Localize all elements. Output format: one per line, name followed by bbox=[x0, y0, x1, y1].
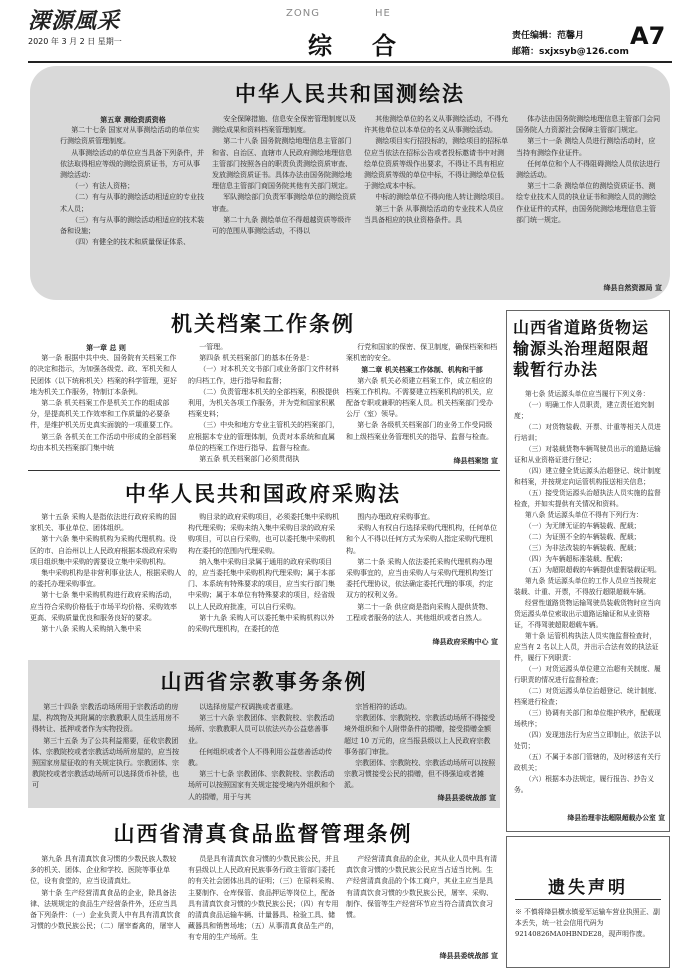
paragraph: （一）有法人资格； bbox=[71, 182, 135, 191]
paragraph: 围内办理政府采购事宜。 bbox=[357, 513, 435, 521]
lost-notice-body: ※ 不慎将绛县横水镇爱军运输车营业执照正、副本丢失，统一社会信用代码为 92140826MA0HBNDE28，现声明作废。 bbox=[515, 908, 660, 938]
paragraph: （三）对装载货物车辆驾驶员出示的道路运输证和从业资格证进行登记； bbox=[514, 445, 661, 464]
paragraph: 第二十九条 测绘单位不得超越资质等级许可的范围从事测绘活动，不得以 bbox=[212, 215, 352, 236]
archives-regulation-title: 机关档案工作条例 bbox=[171, 311, 355, 336]
paragraph: 第十六条 集中采购机构为采购代理机构。设区的市、自治州以上人民政府根据本级政府采购项目组织集中采购的需要设立集中采购机构。 bbox=[30, 535, 177, 566]
paragraph: 采购人有权自行选择采购代理机构，任何单位和个人不得以任何方式为采购人指定采购代理机构。 bbox=[346, 524, 498, 555]
procurement-col-2 bbox=[188, 512, 340, 656]
paragraph: 中标的测绘单位不得向他人转让测绘项目。 bbox=[375, 193, 509, 202]
paragraph: （一）明确工作人员职责，建立责任追究制度； bbox=[514, 401, 655, 420]
paragraph: 第一章 总 则 bbox=[86, 343, 126, 352]
archives-col-1 bbox=[30, 342, 182, 466]
road-freight-signature: 绛县治理非法超限超载办公室 宣 bbox=[567, 814, 665, 822]
halal-signature: 绛县县委统战部 宣 bbox=[439, 951, 498, 960]
lost-notice-box bbox=[506, 836, 670, 968]
paragraph: 以选择房屋产权调换或者重建。 bbox=[199, 703, 298, 711]
halal-food-title: 山西省清真食品监督管理条例 bbox=[113, 821, 413, 846]
religious-col-1 bbox=[32, 702, 182, 802]
paragraph: （三）中央和地方专业主管机关的档案部门，应根据本专业的管理体制，负责对本系统和直属单位的档案工作进行指导、监督与检查。 bbox=[188, 421, 340, 452]
paragraph: （二）对货物装载、开票、计重等相关人员进行培训； bbox=[514, 423, 661, 442]
paragraph: 第三十五条 为了公共利益需要，征收宗教团体、宗教院校或者宗教活动场所房屋的，应当按照国家房屋征收的有关规定执行。宗教团体、宗教院校或者宗教活动场所可以选择货币补偿，也可 bbox=[32, 736, 179, 790]
paragraph: 一管理。 bbox=[199, 343, 228, 351]
paragraph: 第三十六条 宗教团体、宗教院校、宗教活动场所、宗教教职人员可以依法兴办公益慈善事业。 bbox=[188, 714, 335, 745]
procurement-law-title: 中华人民共和国政府采购法 bbox=[125, 481, 401, 506]
paragraph: 第五章 测绘资质资格 bbox=[100, 115, 166, 124]
editor-email: 邮箱：sxjxsyb@126.com bbox=[512, 47, 629, 57]
paragraph: 其他测绘单位的名义从事测绘活动，不得允许其他单位以本单位的名义从事测绘活动。 bbox=[364, 115, 509, 135]
surveying-law-col-1 bbox=[60, 114, 206, 294]
paragraph: 第二十一条 供应商是指向采购人提供货物、工程或者服务的法人、其他组织或者自然人。 bbox=[346, 602, 493, 622]
paragraph: （四）为车辆超标准装载、配载； bbox=[524, 555, 627, 563]
paragraph: 购目录的政府采购项目，必须委托集中采购机构代理采购；采购未纳入集中采购目录的政府采购项目，可以自行采购，也可以委托集中采购机构在委托的范围内代理采购。 bbox=[188, 513, 340, 555]
paragraph: 第三十七条 宗教团体、宗教院校、宗教活动场所可以按照国家有关规定接受境内外组织和个人的捐赠，用于与其 bbox=[188, 770, 335, 801]
paragraph: 第二十八条 国务院测绘地理信息主管部门和省、自治区、直辖市人民政府测绘地理信息主管部门按照各自的职责负责测绘资质审查、发放测绘资质证书。具体办法由国务院测绘地理信息主管部门商国务院其他有关部门规定。 bbox=[212, 137, 352, 191]
paragraph: 第十八条 采购人采购纳入集中采 bbox=[41, 625, 142, 634]
procurement-signature: 绛县政府采购中心 宣 bbox=[432, 637, 498, 646]
paragraph: 第六条 机关必须建立档案工作，成立相应的档案工作机构。不需要建立档案机构的机关，应配备专职或兼职的档案人员。机关档案部门受办公厅（室）领导。 bbox=[346, 376, 493, 419]
paragraph: （四）有健全的技术和质量保证体系、 bbox=[71, 238, 191, 247]
religious-signature: 绛县县委统战部 宣 bbox=[437, 793, 496, 802]
page-number: A7 bbox=[630, 22, 666, 50]
road-freight-sidebar bbox=[506, 310, 670, 832]
paragraph: 行党和国家的保密、保卫制度，确保档案和档案机密的安全。 bbox=[346, 343, 498, 363]
surveying-law-title: 中华人民共和国测绘法 bbox=[235, 81, 465, 106]
paragraph: 第十九条 采购人可以委托集中采购机构以外的采购代理机构，在委托的范 bbox=[188, 613, 335, 634]
paragraph: （三）协调有关部门和单位维护秩序，配载现场秩序； bbox=[514, 709, 661, 728]
paragraph: （三）有与从事的测绘活动相适应的技术装备和设施； bbox=[60, 215, 205, 236]
paragraph: 安全保障措施、信息安全保密管理制度以及测绘成果和资料档案管理制度。 bbox=[212, 115, 357, 135]
paragraph: （五）为超限超载的车辆提供虚假装载证明。 bbox=[524, 566, 661, 574]
paragraph: 第二十条 采购人依法委托采购代理机构办理采购事宜的，应当由采购人与采购代理机构签订委托代理协议，依法确定委托代理的事项，约定双方的权利义务。 bbox=[346, 557, 493, 600]
paragraph: （二）为证照不全的车辆装载、配载； bbox=[524, 533, 641, 541]
paragraph: 任何组织或者个人不得利用公益慈善活动传教。 bbox=[188, 747, 333, 768]
halal-col-1 bbox=[30, 854, 182, 970]
surveying-law-col-3 bbox=[364, 114, 510, 294]
paragraph: （二）负责管理本机关的全部档案，积极提供利用，为机关各项工作服务，并为党和国家积累档案史料； bbox=[188, 387, 340, 419]
archives-col-2 bbox=[188, 342, 340, 466]
paragraph: 第二章 机关档案工作体制、机构和干部 bbox=[361, 365, 483, 375]
paragraph: 第八条 货运源头单位不得有下列行为： bbox=[524, 511, 643, 519]
paragraph: （五）接受货运源头治超执法人员实施的监督检查，并如实提供有关情况和资料。 bbox=[514, 489, 661, 508]
procurement-col-1 bbox=[30, 512, 182, 656]
archives-divider bbox=[28, 470, 500, 471]
section-char-2: 合 bbox=[372, 31, 396, 60]
paragraph: 第三十四条 宗教活动场所用于宗教活动的房屋、构筑物及其附属的宗教教职人员生活用房不得转让、抵押或者作为实物投资。 bbox=[32, 703, 179, 734]
paragraph: （三）为非法改装的车辆装载、配载； bbox=[524, 544, 641, 552]
paragraph: 第二十七条 国家对从事测绘活动的单位实行测绘资质管理制度。 bbox=[60, 126, 200, 146]
paragraph: （二）有与从事的测绘活动相适应的专业技术人员； bbox=[60, 193, 205, 213]
religious-affairs-title: 山西省宗教事务条例 bbox=[160, 669, 368, 694]
surveying-law-signature: 绛县自然资源局 宣 bbox=[603, 283, 662, 292]
paragraph: （一）对货运源头单位建立治超有关制度、履行职责的情况进行监督检查； bbox=[514, 665, 661, 684]
masthead-rule bbox=[28, 61, 672, 63]
paragraph: 第五条 机关档案部门必须贯彻执 bbox=[199, 455, 300, 464]
editor-name: 责任编辑：范馨月 bbox=[512, 31, 585, 41]
procurement-col-3 bbox=[346, 512, 498, 634]
paragraph: 第三十条 从事测绘活动的专业技术人员应当具备相应的执业资格条件。具 bbox=[364, 204, 504, 224]
paragraph: 第三十一条 测绘人员进行测绘活动时，应当持有测绘作业证件。 bbox=[516, 137, 656, 157]
paragraph: 第四条 机关档案部门的基本任务是： bbox=[199, 354, 314, 363]
paragraph: 第十条 生产经营清真食品的企业，除具备法律、法规规定的食品生产经营条件外，还应当具备下列条件：（一）企业负责人中有具有清真饮食习惯的少数民族公民；（二）屠宰畜禽的，屠宰人 bbox=[30, 888, 181, 931]
paragraph: （四）发现违法行为应当立即制止，依法予以处罚； bbox=[514, 731, 661, 750]
religious-affairs-panel bbox=[28, 660, 500, 808]
paragraph: 第七条 各级机关档案部门的业务工作受同级和上级档案业务管理机关的指导、监督与检查。 bbox=[346, 421, 493, 441]
halal-col-2 bbox=[188, 854, 340, 970]
paragraph: 集中采购机构是非营利事业法人，根据采购人的委托办理采购事宜。 bbox=[30, 569, 182, 589]
archives-signature: 绛县档案馆 宣 bbox=[453, 456, 498, 465]
he-pinyin: HE bbox=[375, 8, 391, 19]
road-freight-body bbox=[514, 389, 662, 799]
religious-col-2 bbox=[188, 702, 338, 802]
paragraph: 第十七条 集中采购机构进行政府采购活动，应当符合采购价格低于市场平均价格、采购效率更高、采购质量优良和服务良好的要求。 bbox=[30, 591, 177, 622]
paragraph: 宗教团体、宗教院校、宗教活动场所可以按照宗教习惯接受公民的捐赠，但不得强迫或者摊派。 bbox=[344, 759, 496, 790]
paragraph: 纳入集中采购目录属于通用的政府采购项目的，应当委托集中采购机构代理采购；属于本部门、本系统有特殊要求的项目，应当实行部门集中采购；属于本单位有特殊要求的项目，经省级以上人民政府批准，可以自行采购。 bbox=[188, 557, 335, 611]
paragraph: 第三十二条 测绘单位的测绘资质证书、测绘专业技术人员的执业证书和测绘人员的测绘作业证件的式样，由国务院测绘地理信息主管部门统一规定。 bbox=[516, 182, 656, 224]
paragraph: （一）为无牌无证的车辆装载、配载； bbox=[524, 522, 641, 530]
paragraph: 第九条 具有清真饮食习惯的少数民族人数较多的机关、团体、企业和学校、医院等事业单位，设有食堂的，应当设清真灶。 bbox=[30, 855, 177, 886]
paragraph: 第二条 机关档案工作是机关工作的组成部分，是提高机关工作效率和工作质量的必要条件，是维护机关历史真实面貌的一项重要工作。 bbox=[30, 399, 177, 430]
paragraph: 从事测绘活动的单位应当具备下列条件，并依法取得相应等级的测绘资质证书，方可从事测绘活动： bbox=[60, 148, 205, 180]
surveying-law-col-4 bbox=[516, 114, 662, 280]
halal-col-3 bbox=[346, 854, 498, 946]
paragraph: 任何单位和个人不得阻碍测绘人员依法进行测绘活动。 bbox=[516, 159, 661, 180]
paragraph: 第一条 根据中共中央、国务院有关档案工作的决定和指示，为加强各级党、政、军机关和人民团体（以下统称机关）档案的科学管理，更好地为机关工作服务，特制订本条例。 bbox=[30, 354, 177, 396]
paragraph: 宗旨相符的活动。 bbox=[355, 703, 412, 711]
paragraph: 第九条 货运源头单位的工作人员应当按规定装载、计重、开票，不得放行超限超载车辆。 bbox=[514, 577, 657, 596]
paragraph: 产经营清真食品的企业，其从业人员中具有清真饮食习惯的少数民族公民应当占适当比例。生产经营清真食品的个体工商户，其业主应当是具有清真饮食习惯的少数民族公民，屠宰、采购、制作、保管等生产经营环节应当符合清真饮食习惯。 bbox=[346, 855, 498, 920]
paragraph: （一）对本机关文书部门或业务部门文件材料的归档工作，进行指导和监督； bbox=[188, 365, 340, 385]
paragraph: 体办法由国务院测绘地理信息主管部门会同国务院人力资源社会保障主管部门规定。 bbox=[516, 115, 661, 135]
paragraph: 第十五条 采购人是指依法进行政府采购的国家机关、事业单位、团体组织。 bbox=[30, 513, 177, 533]
surveying-law-col-2 bbox=[212, 114, 358, 294]
paragraph: 宗教团体、宗教院校、宗教活动场所不得接受境外组织和个人附带条件的捐赠，接受捐赠金额超过 10 万元的，应当报县级以上人民政府宗教事务部门审批。 bbox=[344, 714, 496, 756]
paragraph: 经营性道路货物运输驾驶员装载货物时应当向货运源头单位索取出示道路运输证和从业资格证，不得驾驶超限超载车辆。 bbox=[514, 599, 661, 629]
newspaper-logo: 溧源風采 bbox=[28, 8, 121, 34]
paragraph: （二）对货运源头单位治超登记、统计制度、档案进行检查； bbox=[514, 687, 661, 706]
paragraph: 测绘项目实行招投标的，测绘项目的招标单位应当依法在招标公告或者投标邀请书中对测绘单位资质等级作出要求，不得让不具有相应测绘资质等级的单位中标，不得让测绘单位低于测绘成本中标。 bbox=[364, 137, 509, 191]
lost-notice-title: 遗失声明 bbox=[548, 878, 628, 898]
paragraph: 第十条 运管机构执法人员实施监督检查时，应当有 2 名以上人员，并出示合法有效的执法证件，履行下列职责： bbox=[514, 632, 659, 662]
road-freight-title: 山西省道路货物运输源头治理超限超载暂行办法 bbox=[513, 318, 650, 379]
paragraph: 第三条 各机关在工作活动中形成的全部档案均由本机关档案部门集中统 bbox=[30, 432, 177, 452]
section-char-1: 综 bbox=[308, 31, 332, 60]
paragraph: （六）根据本办法规定，履行报告、抄告义务。 bbox=[514, 775, 655, 794]
paragraph: （四）建立健全货运源头治超登记、统计制度和档案，并按规定向运管机构报送相关信息； bbox=[514, 467, 661, 486]
paragraph: 第七条 货运源头单位应当履行下列义务： bbox=[524, 390, 650, 398]
issue-date: 2020 年 3 月 2 日 星期一 bbox=[28, 37, 122, 46]
surveying-law-panel bbox=[30, 66, 670, 300]
masthead bbox=[0, 0, 700, 62]
paragraph: 军队测绘部门负责军事测绘单位的测绘资质审查。 bbox=[212, 193, 357, 213]
paragraph: （五）不属于本部门管辖的，及时移送有关行政机关； bbox=[514, 753, 661, 772]
archives-col-3 bbox=[346, 342, 498, 454]
zong-pinyin: ZONG bbox=[286, 8, 320, 19]
lost-notice-rule bbox=[515, 899, 661, 900]
religious-col-3 bbox=[344, 702, 496, 790]
paragraph: 员是具有清真饮食习惯的少数民族公民，并且有县级以上人民政府民族事务行政主管部门委托的有关社会团体出具的证明；（三）在原料采购、主要制作、仓库保管、食品押运等岗位上，配备具有清真饮食习惯的少数民族公民；（四）有专用的清真食品运输车辆、计量器具、检验工具、储藏器具和销售场地；（五）从事清真食品生产的，有专用的生产场所。生 bbox=[188, 855, 340, 942]
